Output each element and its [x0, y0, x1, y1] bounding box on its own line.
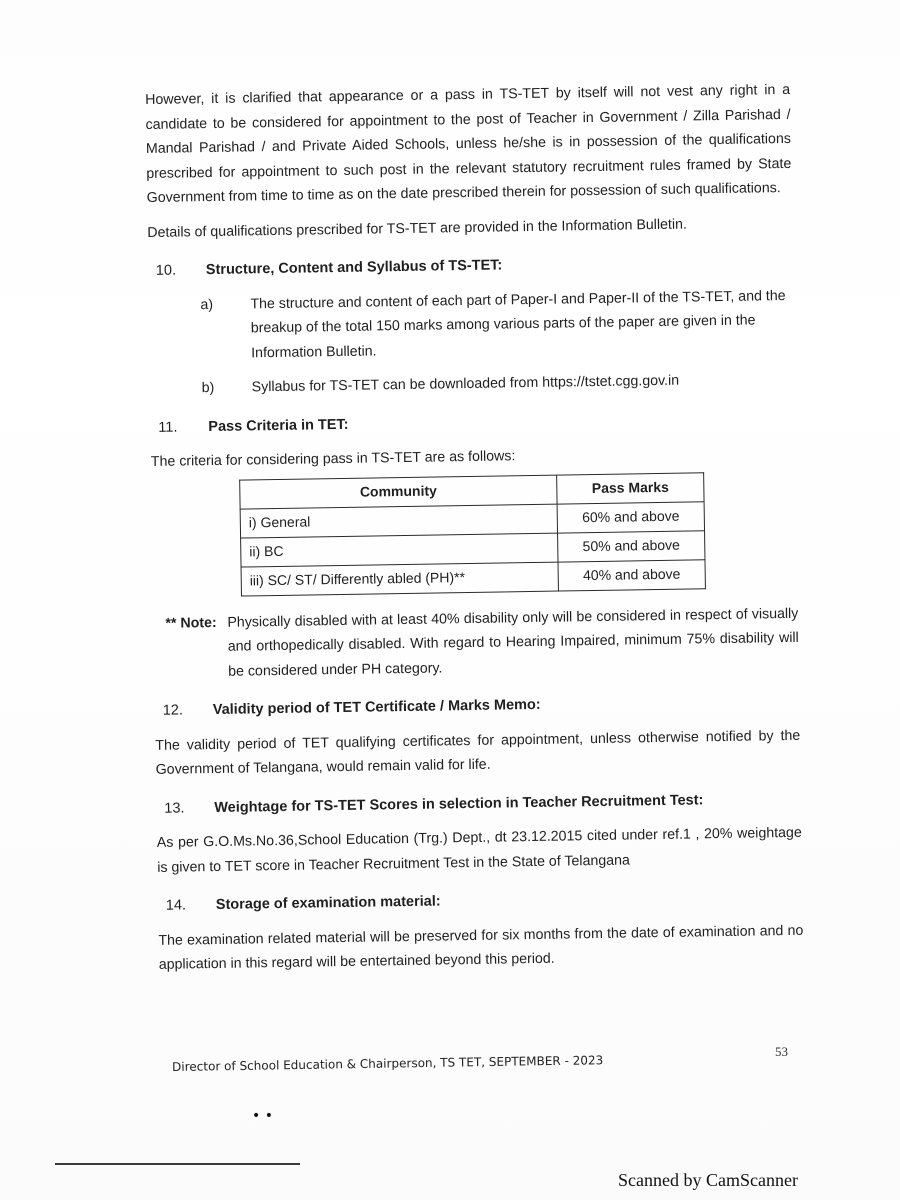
community-cell: ii) BC [241, 533, 558, 567]
column-header-pass-marks: Pass Marks [557, 472, 704, 503]
pass-marks-cell: 40% and above [558, 559, 705, 590]
section-title: Weightage for TS-TET Scores in selection in Teacher Recruitment Test: [214, 791, 704, 816]
item-marker: b) [201, 379, 215, 397]
criteria-intro: The criteria for considering pass in TS-TET are as follows: [150, 448, 516, 470]
section-number: 11. [158, 419, 178, 436]
section-number: 12. [162, 702, 184, 719]
intro-paragraph: However, it is clarified that appearance or a pass in TS-TET by itself will not vest any right in a candidate to be considered for appointment to the post of Teacher in Government / Zilla Parishad / Mandal Parishad / and Private Aided Schools, unless he/she is in possession of the qualifications prescribed for appointment to such post in the relevant statutory recruitment rules framed by State Government from time to time as on the date prescribed therein for possession of such qualifications. [145, 81, 792, 206]
item-marker: a) [200, 296, 214, 313]
section-number: 10. [155, 262, 177, 279]
section-number: 14. [165, 897, 187, 914]
section-number: 13. [164, 799, 185, 817]
section-title: Storage of examination material: [215, 893, 441, 913]
section-13-text: As per G.O.Ms.No.36,School Education (Trg.) Dept., dt 23.12.2015 cited under ref.1 , 20% weightage is given to TET score in Teacher Recruitment Test in the State of Telangana [156, 824, 802, 876]
page-footer: Director of School Education & Chairperson, TS TET, SEPTEMBER - 2023 [172, 1053, 604, 1074]
section-title: Structure, Content and Syllabus of TS-TET: [205, 257, 503, 279]
bottom-rule [55, 1163, 300, 1165]
pass-marks-cell: 50% and above [558, 530, 705, 561]
section-12-text: The validity period of TET qualifying certificates for appointment, unless otherwise notified by the Government of Telangana, would remain valid for life. [155, 727, 801, 778]
note-label: ** Note: [165, 614, 217, 632]
page-number: 53 [775, 1044, 788, 1059]
note-text: Physically disabled with at least 40% disability only will be considered in respect of visually and orthopedically disabled. With regard to Hearing Impaired, minimum 75% disability will be considered under PH category. [227, 605, 799, 680]
scan-speck-marks: • • [252, 1108, 273, 1124]
section-title: Validity period of TET Certificate / Marks Memo: [212, 696, 541, 719]
section-10-item-a [200, 283, 794, 366]
page-content [145, 78, 804, 978]
pass-criteria-table [239, 472, 706, 596]
qualifications-note: Details of qualifications prescribed for TS-TET are provided in the Information Bulletin. [147, 216, 687, 241]
section-title: Pass Criteria in TET: [208, 416, 349, 435]
camscanner-watermark: Scanned by CamScanner [618, 1170, 798, 1190]
community-cell: i) General [240, 504, 557, 538]
ph-note [165, 601, 799, 684]
item-text: Syllabus for TS-TET can be downloaded from https://tstet.cgg.gov.in [251, 372, 680, 396]
pass-marks-cell: 60% and above [557, 501, 704, 532]
section-14-text: The examination related material will be preserved for six months from the date of examination and no application in this regard will be entertained beyond this period. [158, 922, 804, 973]
column-header-community: Community [240, 475, 557, 509]
item-text: The structure and content of each part of Paper-I and Paper-II of the TS-TET, and the breakup of the total 150 marks among various parts of the paper are given in the Information Bulletin. [250, 287, 786, 361]
community-cell: iii) SC/ ST/ Differently abled (PH)** [241, 562, 558, 596]
